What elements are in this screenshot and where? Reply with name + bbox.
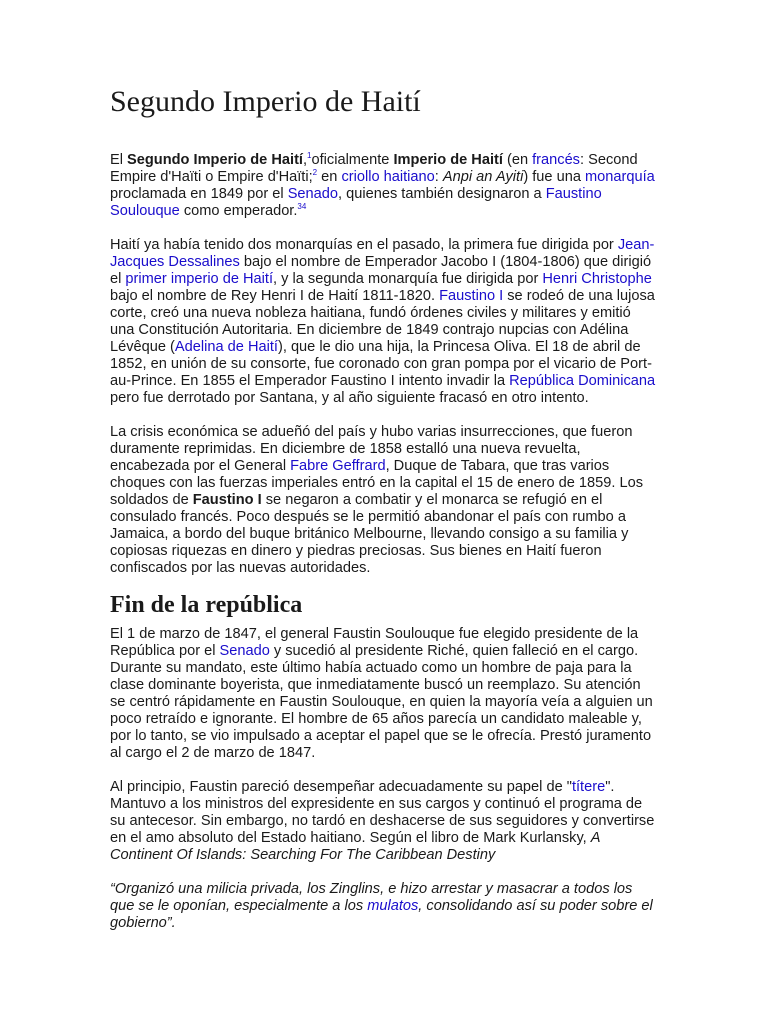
text: : Second Empire d'Haïti o Empire d'Haïti; xyxy=(110,152,638,185)
text: , consolidando así su poder sobre el gobierno”. xyxy=(110,898,653,931)
link-primer-imperio[interactable]: primer imperio de Haití xyxy=(125,271,274,287)
text: , Duque de Tabara, que tras varios choques con las fuerzas imperiales entró en la capital el 15 de enero de 1859. Los soldados de xyxy=(110,458,644,508)
link-mulatos[interactable]: mulatos xyxy=(367,898,419,914)
page-title: Segundo Imperio de Haití xyxy=(110,85,421,118)
link-titere[interactable]: títere xyxy=(571,779,606,795)
link-republica-dominicana[interactable]: República Dominicana xyxy=(509,373,656,389)
book-title: A Continent Of Islands: Searching For The Caribbean Destiny xyxy=(110,830,600,863)
link-senado[interactable]: Senado xyxy=(287,186,339,202)
text: (en xyxy=(502,152,533,168)
link-criollo-haitiano[interactable]: criollo haitiano xyxy=(341,169,435,185)
text: pero fue derrotado por Santana, y al año siguiente fracasó en otro intento. xyxy=(110,390,589,406)
text: , quienes también designaron a xyxy=(338,186,546,202)
text: oficialmente xyxy=(311,152,394,168)
link-senado[interactable]: Senado xyxy=(219,643,270,659)
footnote-ref[interactable]: 2 xyxy=(312,168,318,178)
article-body xyxy=(110,84,658,949)
text: El 1 de marzo de 1847, el general Faustin Soulouque fue elegido presidente de la República por el xyxy=(110,626,639,659)
bold-term: Segundo Imperio de Haití xyxy=(127,152,303,168)
footnote-ref[interactable]: 1 xyxy=(307,151,312,161)
link-faustino-i[interactable]: Faustino I xyxy=(439,288,504,304)
link-frances[interactable]: francés xyxy=(532,152,580,168)
text: ) fue una xyxy=(523,169,585,185)
crisis-paragraph xyxy=(110,424,658,577)
text: “Organizó una milicia privada, los Zinglins, e hizo arrestar y masacrar a todos los que se le oponían, especialmente a los xyxy=(110,881,633,914)
text: como emperador. xyxy=(179,203,298,219)
text: en xyxy=(317,169,342,185)
text: , y la segunda monarquía fue dirigida por xyxy=(273,271,543,287)
history-paragraph xyxy=(110,237,658,407)
text: proclamada en 1849 por el xyxy=(110,186,288,202)
text: El xyxy=(110,152,128,168)
text: se negaron a combatir y el monarca se refugió en el consulado francés. Poco después se le permitió abandonar el país con rumbo a Jamaica, a bordo del buque británico Melbourne, llevando consigo a su familia y copiosas riquezas en dinero y piedras preciosas. Sus bienes en Haití fueron confiscados por las nuevas autoridades. xyxy=(110,492,629,576)
link-faustino-soulouque[interactable]: Faustino Soulouque xyxy=(110,186,602,219)
election-paragraph xyxy=(110,626,658,762)
section-heading: Fin de la república xyxy=(110,592,303,618)
text: bajo el nombre de Rey Henri I de Haití 1811-1820. xyxy=(110,288,440,304)
link-fabre-geffrard[interactable]: Fabre Geffrard xyxy=(290,458,386,474)
puppet-paragraph xyxy=(110,779,658,864)
footnote-ref[interactable]: 34 xyxy=(297,202,307,212)
text: : xyxy=(434,169,443,185)
quote-paragraph xyxy=(110,881,658,932)
text: bajo el nombre de Emperador Jacobo I (1804-1806) que dirigió el xyxy=(110,254,652,287)
intro-paragraph xyxy=(110,152,658,220)
text: se rodeó de una lujosa corte, creó una nueva nobleza haitiana, fundó órdenes civiles y militares y emitió una Constitución Autoritaria. En diciembre de 1849 contrajo nupcias con Adélina Lévêque ( xyxy=(110,288,655,355)
link-henri-christophe[interactable]: Henri Christophe xyxy=(542,271,652,287)
link-monarquia[interactable]: monarquía xyxy=(585,169,655,185)
text: La crisis económica se adueñó del país y hubo varias insurrecciones, que fueron duramente reprimidas. En diciembre de 1858 estalló una nueva revuelta, encabezada por el General xyxy=(110,424,633,474)
bold-term: Faustino I xyxy=(192,492,262,508)
text: y sucedió al presidente Riché, quien falleció en el cargo. Durante su mandato, este último había actuado como un hombre de paja para la clase dominante boyerista, que inmediatamente buscó un reemplazo. Su atención se centró rápidamente en Faustin Soulouque, en quien la mayoría veía a alguien un poco retraído e ignorante. El hombre de 65 años parecía un candidato maleable y, por lo tanto, se vio impulsado a aceptar el papel que se le ofrecía. Prestó juramento al cargo el 2 de marzo de 1847. xyxy=(110,643,653,761)
text: ". Mantuvo a los ministros del expresidente en sus cargos y continuó el programa de su antecesor. Sin embargo, no tardó en deshacerse de sus seguidores y convertirse en el amo absoluto del Estado haitiano. Según el libro de Mark Kurlansky, xyxy=(110,779,655,846)
link-adelina[interactable]: Adelina de Haití xyxy=(174,339,278,355)
link-dessalines[interactable]: Jean-Jacques Dessalines xyxy=(110,237,655,270)
italic-term: Anpi an Ayiti xyxy=(442,169,524,185)
text: , xyxy=(302,152,308,168)
text: Al principio, Faustin pareció desempeñar adecuadamente su papel de " xyxy=(110,779,572,795)
text: Haití ya había tenido dos monarquías en el pasado, la primera fue dirigida por xyxy=(110,237,618,253)
bold-term: Imperio de Haití xyxy=(393,152,503,168)
text: ), que le dio una hija, la Princesa Oliva. El 18 de abril de 1852, en unión de su consorte, fue coronado con gran pompa por el vicario de Port-au-Prince. En 1855 el Emperador Faustino I intento invadir la xyxy=(110,339,652,389)
